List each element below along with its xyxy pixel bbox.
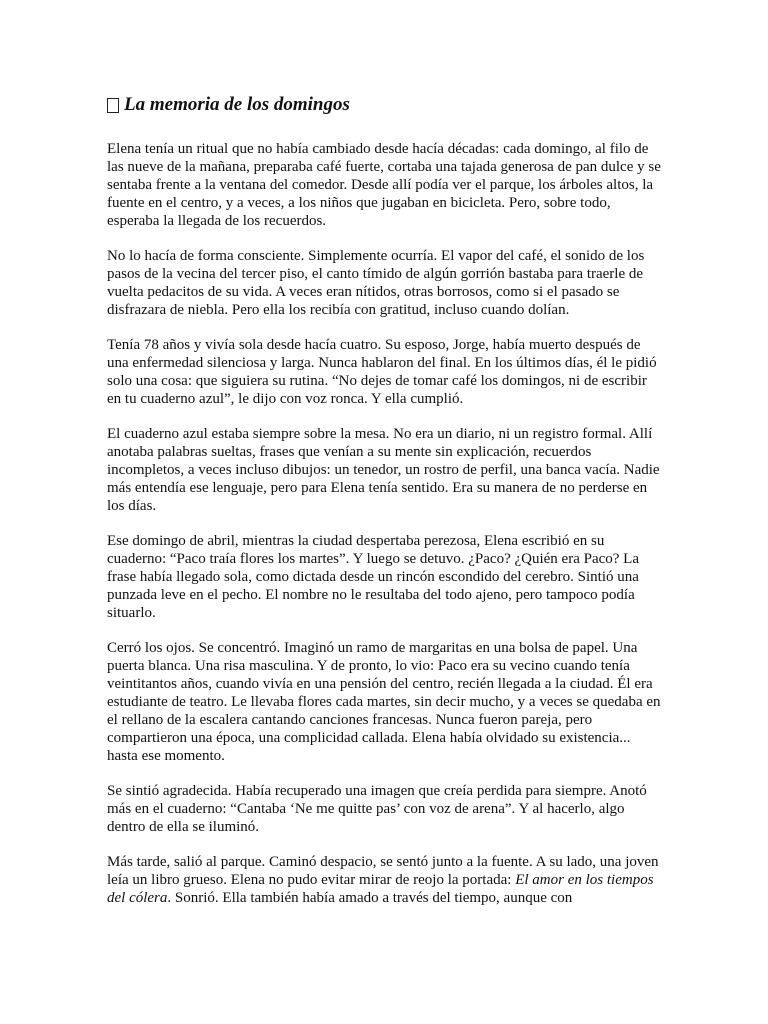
document-title xyxy=(107,92,663,118)
paragraph-text: . Sonrió. Ella también había amado a través del tiempo, aunque con xyxy=(167,890,573,906)
paragraph: El cuaderno azul estaba siempre sobre la mesa. No era un diario, ni un registro formal. Allí anotaba palabras sueltas, frases que venían a su mente sin explicación, recuerdos incompletos, a veces incluso dibujos: un tenedor, un rostro de perfil, una banca vacía. Nadie más entendía ese lenguaje, pero para Elena tenía sentido. Era su manera de no perderse en los días. xyxy=(107,426,660,514)
paragraph-text: Más tarde, salió al parque. Caminó despacio, se sentó junto a la fuente. A su lado, una joven leía un libro grueso. Elena no pudo evitar mirar de reojo la portada: xyxy=(107,854,659,888)
paragraph: Cerró los ojos. Se concentró. Imaginó un ramo de margaritas en una bolsa de papel. Una puerta blanca. Una risa masculina. Y de pronto, lo vio: Paco era su vecino cuando tenía veintitantos años, cuando vivía en una pensión del centro, recién llegada a la ciudad. Él era estudiante de teatro. Le llevaba flores cada martes, sin decir mucho, y a veces se quedaba en el rellano de la escalera cantando canciones francesas. Nunca fueron pareja, pero compartieron una época, una complicidad callada. Elena había olvidado su existencia... hasta ese momento. xyxy=(107,640,661,764)
paragraph-last xyxy=(107,853,663,907)
book-title: El amor en los tiempos del cólera xyxy=(107,872,654,906)
paragraph: Ese domingo de abril, mientras la ciudad despertaba perezosa, Elena escribió en su cuaderno: “Paco traía flores los martes”. Y luego se detuvo. ¿Paco? ¿Quién era Paco? La frase había llegado sola, como dictada desde un rincón escondido del cerebro. Sintió una punzada leve en el pecho. El nombre no le resultaba del todo ajeno, pero tampoco podía situarlo. xyxy=(107,533,639,621)
paragraph: Se sintió agradecida. Había recuperado una imagen que creía perdida para siempre. Anotó más en el cuaderno: “Cantaba ‘Ne me quitte pas’ con voz de arena”. Y al hacerlo, algo dentro de ella se iluminó. xyxy=(107,783,647,835)
paragraph: Elena tenía un ritual que no había cambiado desde hacía décadas: cada domingo, al filo de las nueve de la mañana, preparaba café fuerte, cortaba una tajada generosa de pan dulce y se sentaba frente a la ventana del comedor. Desde allí podía ver el parque, los árboles altos, la fuente en el centro, y a veces, a los niños que jugaban en bicicleta. Pero, sobre todo, esperaba la llegada de los recuerdos. xyxy=(107,141,661,229)
title-text: La memoria de los domingos xyxy=(124,94,350,115)
paragraph: Tenía 78 años y vivía sola desde hacía cuatro. Su esposo, Jorge, había muerto después de una enfermedad silenciosa y larga. Nunca hablaron del final. En los últimos días, él le pidió solo una cosa: que siguiera su rutina. “No dejes de tomar café los domingos, ni de escribir en tu cuaderno azul”, le dijo con voz ronca. Y ella cumplió. xyxy=(107,337,657,407)
missing-glyph-icon xyxy=(107,98,119,113)
document-page xyxy=(107,92,663,924)
paragraph: No lo hacía de forma consciente. Simplemente ocurría. El vapor del café, el sonido de los pasos de la vecina del tercer piso, el canto tímido de algún gorrión bastaba para traerle de vuelta pedacitos de su vida. A veces eran nítidos, otras borrosos, como si el pasado se disfrazara de niebla. Pero ella los recibía con gratitud, incluso cuando dolían. xyxy=(107,248,645,318)
